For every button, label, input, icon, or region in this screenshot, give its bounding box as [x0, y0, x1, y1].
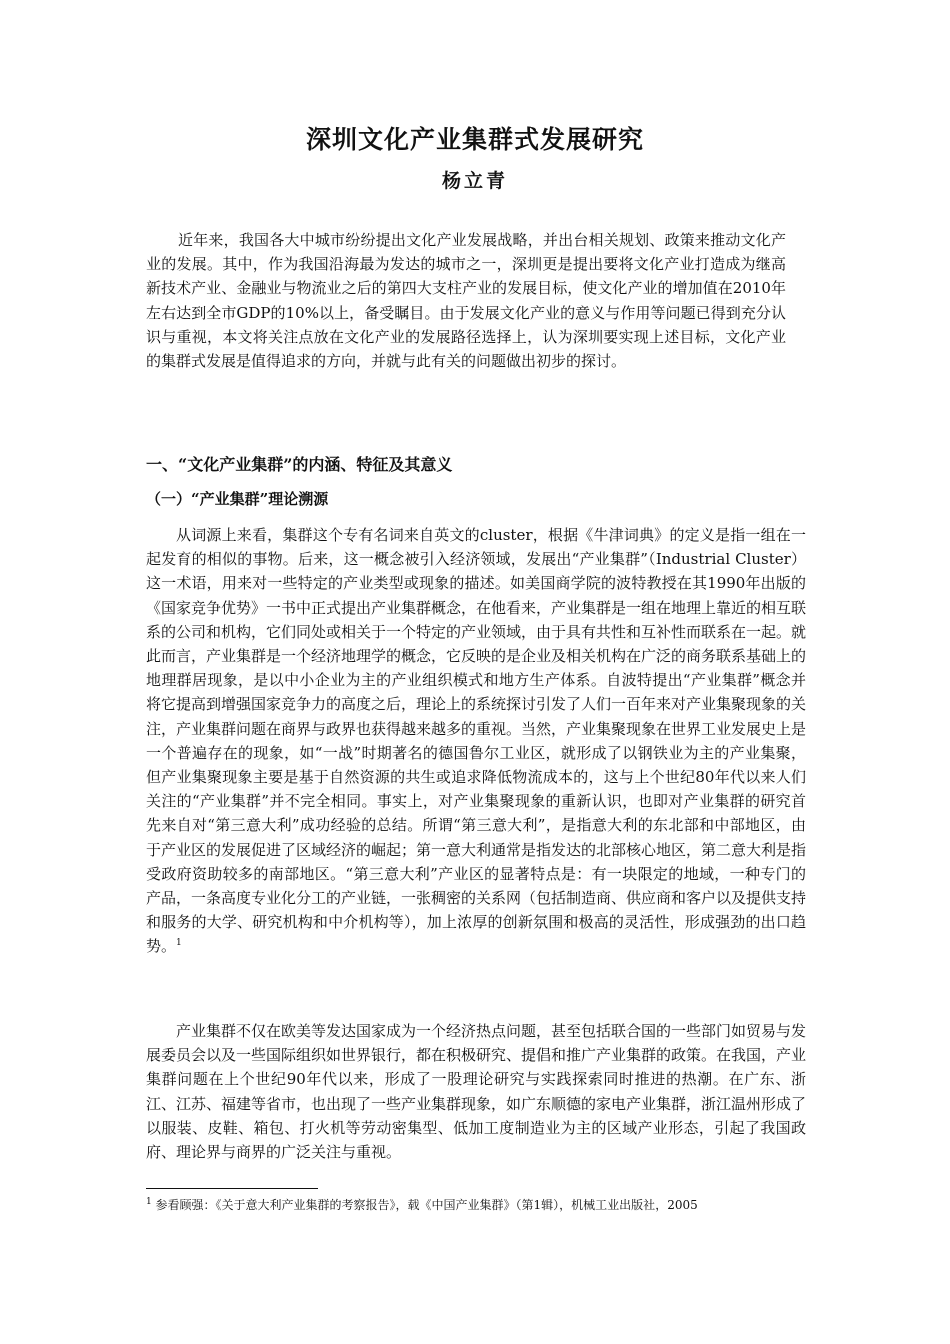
- footnote-reference[interactable]: 1: [176, 938, 182, 949]
- body-paragraph-1: [146, 523, 806, 959]
- author-name: 杨立青: [441, 170, 508, 192]
- footnote-number: 1: [146, 1197, 152, 1207]
- footnote-text: 参看顾强：《关于意大利产业集群的考察报告》，载《中国产业集群》（第1辑），机械工业出版社，2005: [151, 1198, 698, 1212]
- abstract-paragraph: 近年来，我国各大中城市纷纷提出文化产业发展战略，并出台相关规划、政策来推动文化产业的发展。其中，作为我国沿海最为发达的城市之一，深圳更是提出要将文化产业打造成为继高新技术产业、金融业与物流业之后的第四大支柱产业的发展目标，使文化产业的增加值在2010年左右达到全市GDP的10%以上，备受瞩目。由于发展文化产业的意义与作用等问题已得到充分认识与重视，本文将关注点放在文化产业的发展路径选择上，认为深圳要实现上述目标，文化产业的集群式发展是值得追求的方向，并就与此有关的问题做出初步的探讨。: [146, 231, 786, 371]
- document-title: 深圳文化产业集群式发展研究: [305, 125, 644, 154]
- subsection-heading: （一）“产业集群”理论溯源: [146, 490, 329, 508]
- footnote-separator: [146, 1188, 318, 1189]
- footnote: [146, 1196, 806, 1214]
- body-paragraph-1-block: [146, 523, 806, 959]
- body-paragraph-2: 产业集群不仅在欧美等发达国家成为一个经济热点问题，甚至包括联合国的一些部门如贸易与发展委员会以及一些国际组织如世界银行，都在积极研究、提倡和推广产业集群的政策。在我国，产业集群问题在上个世纪90年代以来，形成了一股理论研究与实践探索同时推进的热潮。在广东、浙江、江苏、福建等省市，也出现了一些产业集群现象，如广东顺德的家电产业集群，浙江温州形成了以服装、皮鞋、箱包、打火机等劳动密集型、低加工度制造业为主的区域产业形态，引起了我国政府、理论界与商界的广泛关注与重视。: [146, 1022, 807, 1162]
- paragraph-1-text: 从词源上来看，集群这个专有名词来自英文的cluster，根据《牛津词典》的定义是指一组在一起发育的相似的事物。后来，这一概念被引入经济领域，发展出“产业集群”（Industrial Cluster）这一术语，用来对一些特定的产业类型或现象的描述。如美国商学院的波特教授在其1990年出版的《国家竞争优势》一书中正式提出产业集群概念，在他看来，产业集群是一组在地理上靠近的相互联系的公司和机构，它们同处或相关于一个特定的产业领域，由于具有共性和互补性而联系在一起。就此而言，产业集群是一个经济地理学的概念，它反映的是企业及相关机构在广泛的商务联系基础上的地理群居现象，是以中小企业为主的产业组织模式和地方生产体系。自波特提出“产业集群”概念并将它提高到增强国家竞争力的高度之后，理论上的系统探讨引发了人们一百年来对产业集聚现象的关注，产业集群问题在商界与政界也获得越来越多的重视。当然，产业集聚现象在世界工业发展史上是一个普遍存在的现象，如“一战”时期著名的德国鲁尔工业区，就形成了以钢铁业为主的产业集聚，但产业集聚现象主要是基于自然资源的共生或追求降低物流成本的，这与上个世纪80年代以来人们关注的“产业集群”并不完全相同。事实上，对产业集聚现象的重新认识，也即对产业集群的研究首先来自对“第三意大利”成功经验的总结。所谓“第三意大利”，是指意大利的东北部和中部地区，由于产业区的发展促进了区域经济的崛起；第一意大利通常是指发达的北部核心地区，第二意大利是指受政府资助较多的南部地区。“第三意大利”产业区的显著特点是：有一块限定的地域，一种专门的产品，一条高度专业化分工的产业链，一张稠密的关系网（包括制造商、供应商和客户以及提供支持和服务的大学、研究机构和中介机构等），加上浓厚的创新氛围和极高的灵活性，形成强劲的出口趋势。: [146, 526, 807, 956]
- section-heading: 一、“文化产业集群”的内涵、特征及其意义: [146, 455, 453, 474]
- body-paragraph-2-block: [146, 1019, 806, 1164]
